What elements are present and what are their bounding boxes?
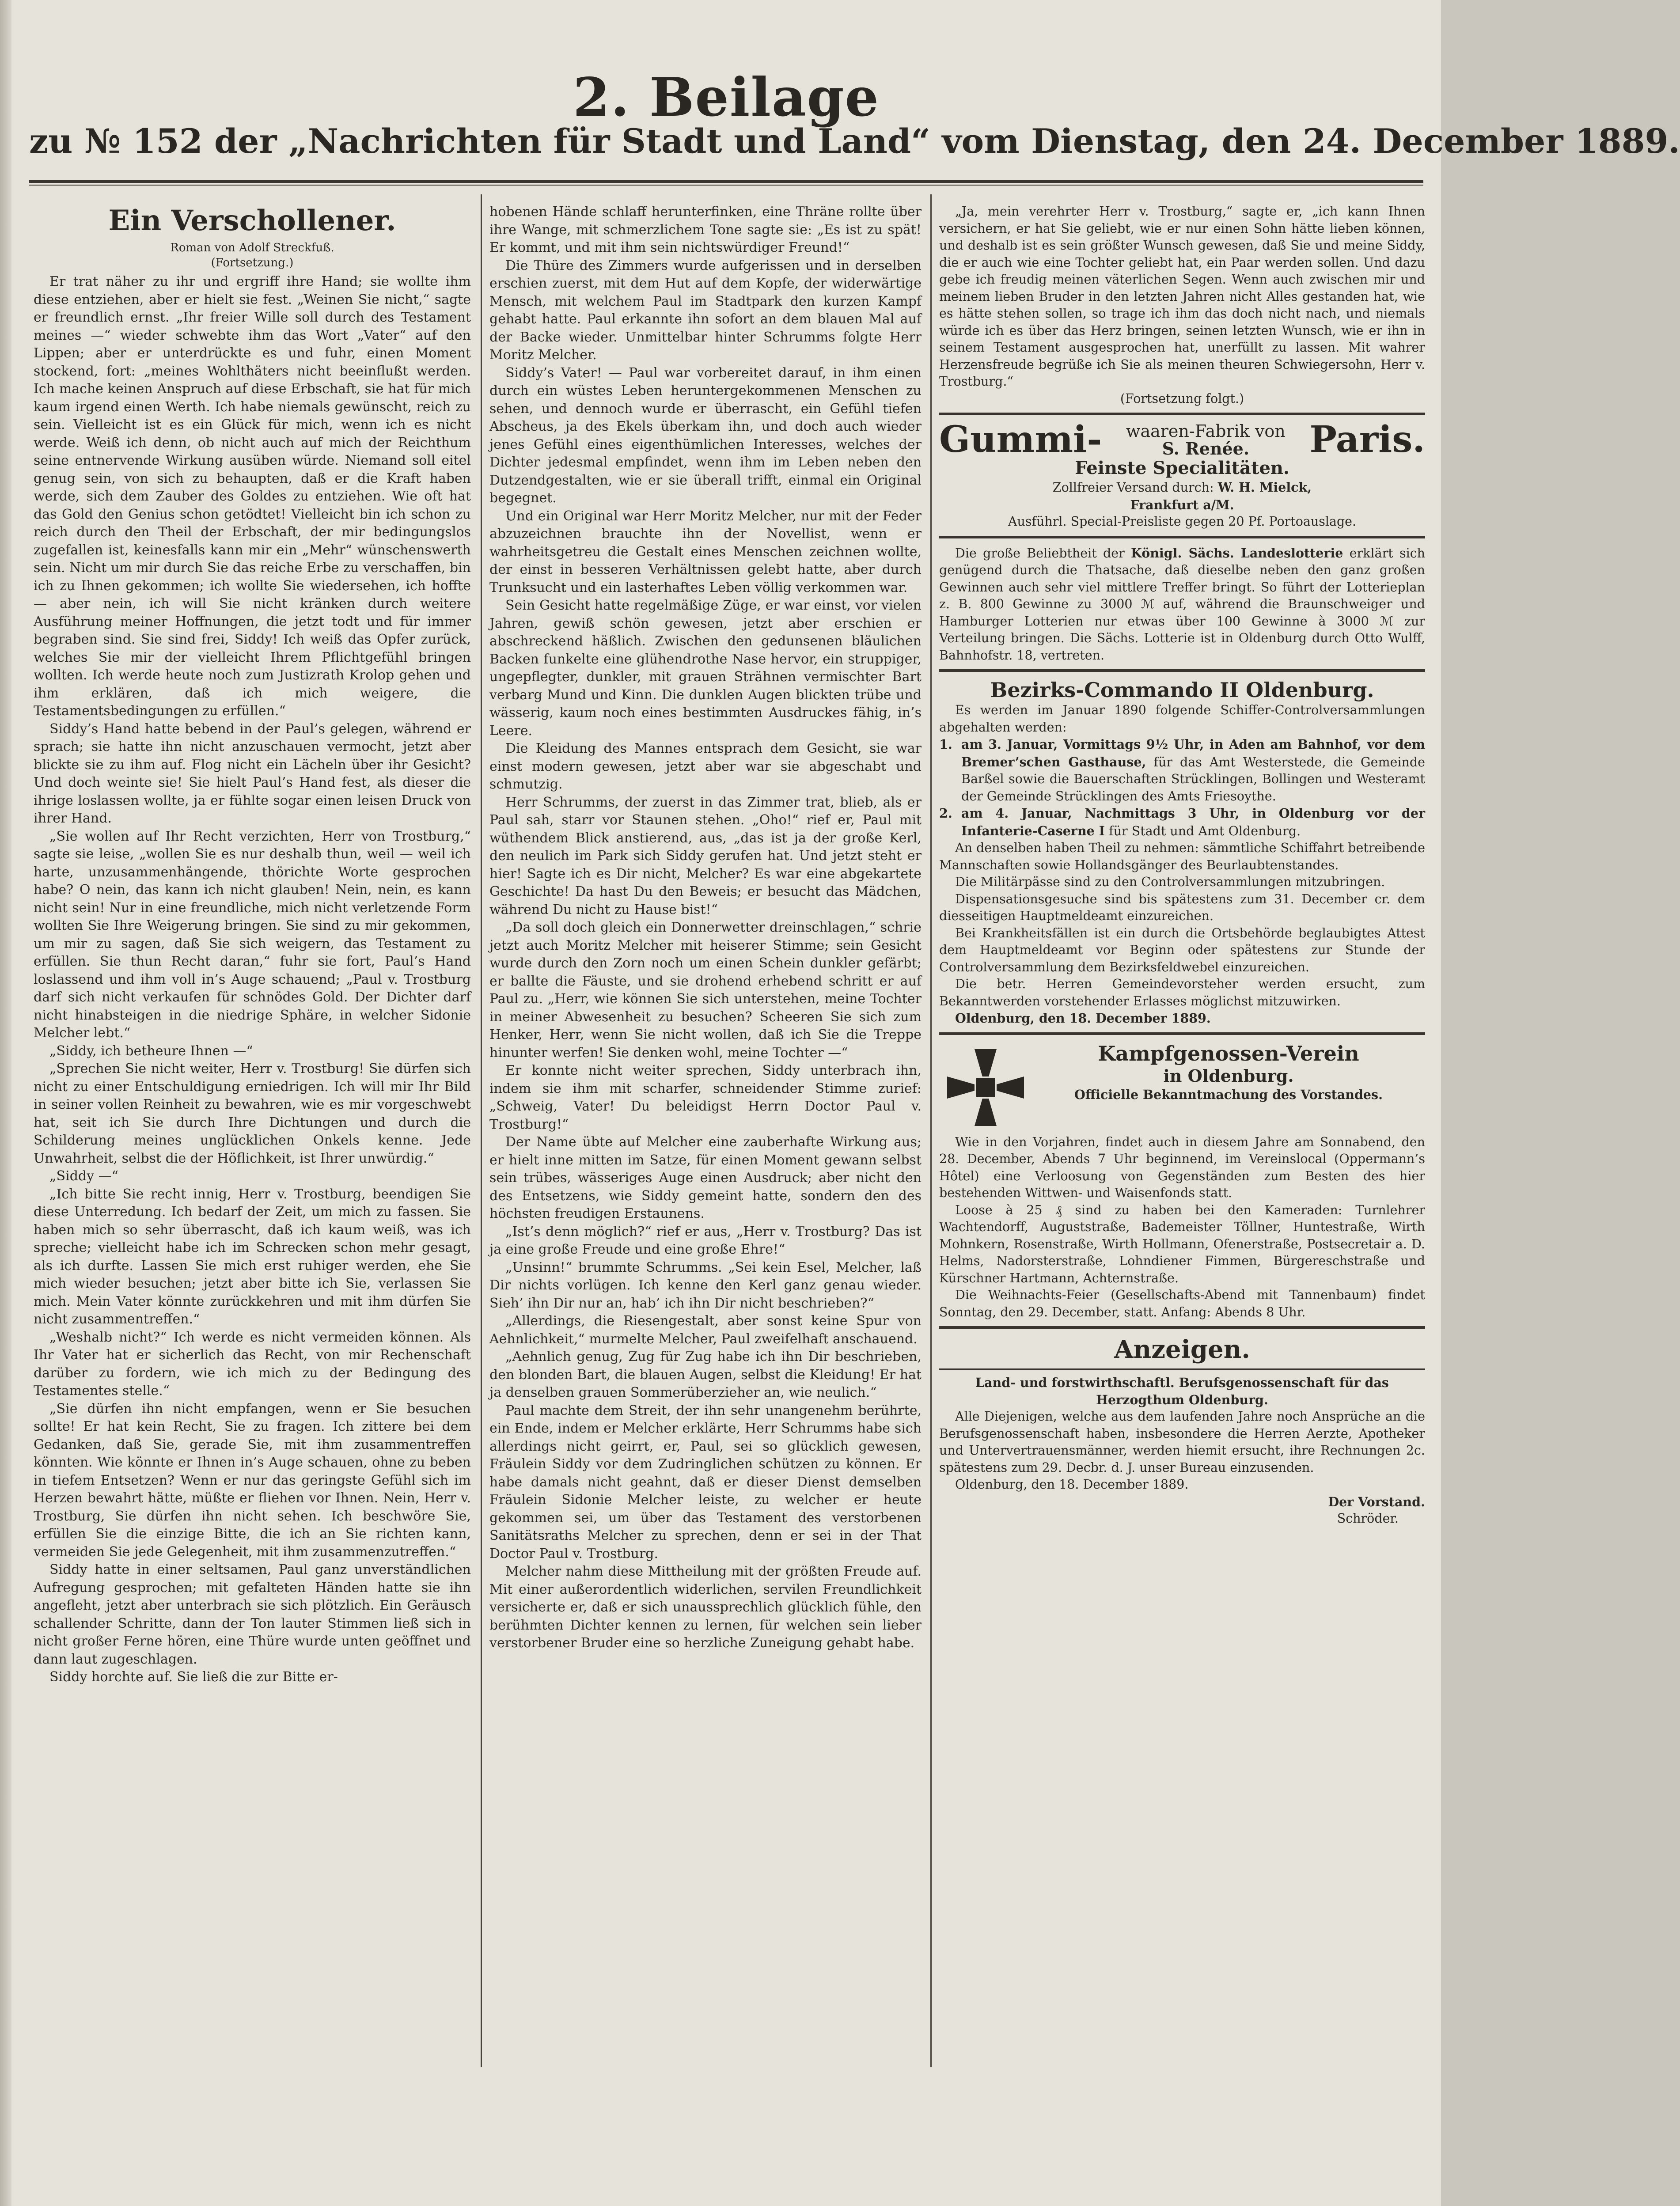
paragraph: „Sprechen Sie nicht weiter, Herr v. Trostburg! Sie dürfen sich nicht zu einer Entschuldigung erniedrigen. Ich will mir Ihr Bild in seiner vollen Reinheit zu bewahren, wie es mir vorgeschwebt hat, seit ich Sie durch Ihre Dichtungen und durch die Schilderung meines unglücklichen Onkels kenne. Jede Unwahrheit, selbst die der Höflichkeit, ist Ihrer unwürdig.“ <box>34 1061 471 1166</box>
ad-bezirk <box>939 678 1425 1027</box>
masthead-title: 2. Beilage <box>573 66 880 129</box>
paragraph: Der Name übte auf Melcher eine zauberhafte Wirkung aus; er hielt inne mitten im Satze, für einen Moment gewann selbst sein trübes, wässeriges Auge einen Ausdruck; aber nicht den des Entsetzens, wie Siddy gemeint hatte, sondern den des höchsten freudigen Erstaunens. <box>489 1134 922 1221</box>
ad-gummi-middle-von: von <box>1255 421 1286 441</box>
paragraph: „Unsinn!“ brummte Schrumms. „Sei kein Esel, Melcher, laß Dir nichts vorlügen. Ich kenne den Kerl ganz genau wieder. Sieh’ ihn Dir nur an, hab’ ich ihn Dir nicht beschrieben?“ <box>489 1259 922 1311</box>
paragraph: Siddy’s Vater! — Paul war vorbereitet darauf, in ihm einen durch ein wüstes Leben heruntergekommenen Menschen zu sehen, und dennoch wurde er überrascht, ein Gefühl tiefen Abscheus, ja des Ekels überkam ihn, und doch auch wieder jenes Gefühl eines eigenthümlichen Interesses, welches der Dichter jedesmal empfindet, wenn ihm im Leben neben den Dutzendgestalten, wie er sie überall trifft, einmal ein Original begegnet. <box>489 365 922 506</box>
paragraph: Die Weihnachts-Feier (Gesellschafts-Abend mit Tannenbaum) findet Sonntag, den 29. December, statt. Anfang: Abends 8 Uhr. <box>939 1288 1425 1319</box>
masthead-rule-thin <box>29 185 1423 186</box>
paragraph: Melcher nahm diese Mittheilung mit der größten Freude auf. Mit einer außerordentlich widerlichen, servilen Freundlichkeit versicherte er, daß er sich unaussprechlich glücklich fühle, den berühmten Dichter kennen zu lernen, für welchen sein lieber verstorbener Bruder eine so herzliche Zuneigung gehabt habe. <box>489 1564 922 1651</box>
paragraph: „Da soll doch gleich ein Donnerwetter dreinschlagen,“ schrie jetzt auch Moritz Melcher mit heiserer Stimme; sein Gesicht wurde durch den Zorn noch um einen Schein dunkler gefärbt; er ballte die Fäuste, und sie drohend erhebend schritt er auf Paul zu. „Herr, wie können Sie sich unterstehen, meine Tochter in meiner Abwesenheit zu besuchen? Scheeren Sie sich zum Henker, Herr, wenn Sie nicht wollen, daß ich Sie die Treppe hinunter werfen! Sie denken wohl, meine Tochter —“ <box>489 920 922 1061</box>
ad-gummi-shipper: W. H. Mielck, <box>1217 480 1312 495</box>
ad-bezirk-item-2 <box>939 805 1425 840</box>
ad-lottery-text-b: erklärt sich genügend durch die Thatsache, daß dieselbe neben den ganz großen Gewinnen auch sehr viel mittlere Treffer bringt. So führt der Lotterieplan z. B. 800 Gewinne zu 3000 ℳ auf, während die Braunschweiger und Hamburger Lotterien nur etwas über 100 Gewinne à 3000 ℳ zur Verteilung bringen. Die Sächs. Lotterie ist in Oldenburg durch Otto Wulff, Bahnhofstr. 18, vertreten. <box>939 546 1426 663</box>
ad-separator <box>939 413 1425 415</box>
column-divider-2 <box>930 194 932 2067</box>
paragraph: Sein Gesicht hatte regelmäßige Züge, er war einst, vor vielen Jahren, gewiß schön gewesen, jetzt aber erschien er abschreckend häßlich. Zwischen den gedunsenen bläulichen Backen funkelte eine glühendrothe Nase hervor, ein struppiger, ungepflegter, dunkler, mit grauen Strähnen vermischter Bart verbarg Mund und Kinn. Die dunklen Augen blickten trübe und wässerig, kaum noch eines bestimmten Ausdruckes fähig, in’s Leere. <box>489 598 922 739</box>
list-number: 2. <box>939 806 952 821</box>
ad-kampf-header <box>939 1041 1425 1134</box>
ad-gummi-note: Ausführl. Special-Preisliste gegen 20 Pf. Portoauslage. <box>1008 514 1357 529</box>
column-3 <box>939 203 1425 1528</box>
column-2 <box>489 203 922 1653</box>
ad-separator <box>939 1032 1425 1035</box>
ad-gummi-maker: S. Renée. <box>1162 439 1250 459</box>
paragraph: Und ein Original war Herr Moritz Melcher, nur mit der Feder abzuzeichnen brauchte ihn der Novellist, wenn er wahrheitsgetreu die Gestalt eines Menschen zeichnen wollte, der einst in besseren Verhältnissen gelebt hatte, aber durch Trunksucht und ein lasterhaftes Leben völlig verkommen war. <box>489 508 922 595</box>
paragraph: An denselben haben Theil zu nehmen: sämmtliche Schiffahrt betreibende Mannschaften sowie Hollandsgänger des Beurlaubtenstandes. <box>939 841 1425 872</box>
serial-byline: Roman von Adolf Streckfuß. <box>170 241 334 254</box>
ad-gummi-middle-top: waaren-Fabrik <box>1126 421 1250 441</box>
ad-gummi-specialities: Feinste Specialitäten. <box>1075 458 1289 478</box>
paragraph: „Weshalb nicht?“ Ich werde es nicht vermeiden können. Als Ihr Vater hat er sicherlich das Recht, von mir Rechenschaft darüber zu fordern, wie ich mich zu der Bedingung des Testamentes stelle.“ <box>34 1329 471 1399</box>
paragraph: Dispensationsgesuche sind bis spätestens zum 31. December cr. dem diesseitigen Hauptmeldeamt einzureichen. <box>939 891 1425 923</box>
list-body <box>961 805 1425 840</box>
paragraph: Alle Diejenigen, welche aus dem laufenden Jahre noch Ansprüche an die Berufsgenossenschaft haben, insbesondere die Herren Aerzte, Apotheker und Untervertrauensmänner, werden hiemit ersucht, ihre Rechnungen 2c. spätestens zum 29. Decbr. d. J. unser Bureau einzusenden. <box>939 1409 1425 1475</box>
ad-separator <box>939 1326 1425 1329</box>
ad-bezirk-intro: Es werden im Januar 1890 folgende Schiffer-Controlversammlungen abgehalten werden: <box>939 703 1425 735</box>
ad-berufs-dateline: Oldenburg, den 18. December 1889. <box>955 1477 1189 1492</box>
paragraph: Wie in den Vorjahren, findet auch in diesem Jahre am Sonnabend, den 28. December, Abends 7 Uhr beginnend, im Vereinslocal (Oppermann’s Hôtel) eine Verloosung von Gegenständen zum Besten des hier bestehenden Wittwen- und Waisenfonds statt. <box>939 1134 1425 1200</box>
ad-bezirk-dateline: Oldenburg, den 18. December 1889. <box>955 1011 1211 1026</box>
paragraph: Siddy horchte auf. Sie ließ die zur Bitte er- <box>49 1669 338 1685</box>
ad-berufs-signer: Schröder. <box>1337 1511 1399 1526</box>
paragraph: Die Kleidung des Mannes entsprach dem Gesicht, sie war einst modern gewesen, jetzt aber war sie abgeschabt und schmutzig. <box>489 741 922 792</box>
paragraph: Die Militärpässe sind zu den Controlversammlungen mitzubringen. <box>955 875 1385 889</box>
paragraph: „Siddy —“ <box>49 1168 118 1184</box>
ad-kampf-title: Kampfgenossen-Verein <box>1098 1041 1359 1065</box>
ad-lottery-text-a: Die große Beliebtheit der <box>955 546 1125 561</box>
to-be-continued: (Fortsetzung folgt.) <box>1120 391 1244 406</box>
paragraph: Paul machte dem Streit, der ihn sehr unangenehm berührte, ein Ende, indem er Melcher erklärte, Herr Schrumms habe sich allerdings nicht geirrt, er, Paul, sei so glücklich gewesen, Fräulein Siddy vor dem Zudringlichen schützen zu können. Er habe damals nicht geahnt, daß er dieser Dienst demselben Fräulein Sidonie Melcher leiste, zu welcher er heute gekommen sei, um über das Testament des verstorbenen Sanitätsraths Melcher zu sprechen, denn er sei in der That Doctor Paul v. Trostburg. <box>489 1402 922 1562</box>
ad-bezirk-item-1 <box>939 736 1425 805</box>
ad-gummi-left: Gummi- <box>939 418 1102 461</box>
list-number: 1. <box>939 737 952 752</box>
list-body <box>961 736 1425 805</box>
ad-separator <box>939 1368 1425 1370</box>
paragraph: „Siddy, ich betheure Ihnen —“ <box>49 1043 253 1059</box>
paragraph: „Allerdings, die Riesengestalt, aber sonst keine Spur von Aehnlichkeit,“ murmelte Melcher, Paul zweifelhaft anschauend. <box>489 1313 922 1347</box>
ad-bezirk-title: Bezirks-Commando II Oldenburg. <box>990 678 1374 702</box>
binding-fold <box>0 0 11 2206</box>
paragraph: „Aehnlich genug, Zug für Zug habe ich ihn Dir beschrieben, den blonden Bart, die blauen Augen, selbst die Kleidung! Er hat ja denselben grauen Sommerüberzieher an, wie neulich.“ <box>489 1349 922 1400</box>
ad-berufs-title: Land- und forstwirthschaftl. Berufsgenossenschaft für das Herzogthum Oldenburg. <box>975 1375 1389 1407</box>
column-divider-1 <box>481 194 482 2067</box>
paragraph: Er konnte nicht weiter sprechen, Siddy unterbrach ihn, indem sie ihm mit scharfer, schneidender Stimme zurief: „Schweig, Vater! Du beleidigst Herrn Doctor Paul v. Trostburg!“ <box>489 1063 922 1132</box>
paragraph: Bei Krankheitsfällen ist ein durch die Ortsbehörde beglaubigtes Attest dem Hauptmeldeamt vor Beginn oder spätestens zur Stunde der Controlversammlung dem Bezirksfeldwebel einzureichen. <box>939 925 1425 974</box>
ad-gummi-shipping <box>939 479 1425 497</box>
ad-bezirk-item-2-date: am 4. Januar, Nachmittags 3 Uhr, in Oldenburg vor der Infanterie-Caserne I <box>961 806 1425 838</box>
paragraph: Die betr. Herren Gemeindevorsteher werden ersucht, zum Bekanntwerden vorstehender Erlasses möglichst mitzuwirken. <box>939 977 1425 1008</box>
ad-gummi <box>939 418 1425 531</box>
serial-title: Ein Verschollener. <box>108 204 396 237</box>
ad-separator <box>939 669 1425 672</box>
newspaper-page <box>11 0 1680 2206</box>
paragraph: Loose à 25 ₰ sind zu haben bei den Kameraden: Turnlehrer Wachtendorff, Auguststraße, Bademeister Töllner, Huntestraße, Wirth Mohnkern, Rosenstraße, Wirth Hollmann, Ofenerstraße, Postsecretair a. D. Helms, Nadorsterstraße, Lohndiener Fimmen, Bürgereschstraße und Kürschner Hartmann, Achternstraße. <box>939 1202 1425 1285</box>
serial-continued: (Fortsetzung.) <box>211 256 294 269</box>
ad-bezirk-item-1-date: am 3. Januar, Vormittags 9½ Uhr, in Aden am Bahnhof, vor dem Bremer’schen Gasthause, <box>961 737 1425 769</box>
ad-gummi-city: Frankfurt a/M. <box>1130 497 1234 512</box>
ad-gummi-shipping-label: Zollfreier Versand durch: <box>1052 480 1214 495</box>
paragraph: „Ist’s denn möglich?“ rief er aus, „Herr v. Trostburg? Das ist ja eine große Freude und eine große Ehre!“ <box>489 1224 922 1257</box>
paragraph: Siddy’s Hand hatte bebend in der Paul’s gelegen, während er sprach; sie hatte ihn nicht anzuschauen vermocht, jetzt aber blickte sie zu ihm auf. Flog nicht ein Lächeln über ihr Gesicht? Und doch weinte sie! Sie hielt Paul’s Hand fest, als dieser die ihrige loslassen wollte, ja er fühlte sogar einen leisen Druck von ihrer Hand. <box>34 721 471 826</box>
ad-gummi-right: Paris. <box>1309 418 1425 461</box>
ad-lottery <box>939 545 1425 664</box>
ad-kampf-subtitle: in Oldenburg. <box>1163 1065 1294 1086</box>
ad-gummi-header <box>939 418 1425 461</box>
paragraph: „Sie wollen auf Ihr Recht verzichten, Herr von Trostburg,“ sagte sie leise, „wollen Sie es nur deshalb thun, weil — weil ich harte, unzusammenhängende, thörichte Worte gesprochen habe? O nein, das kann ich nicht glauben! Nein, nein, es kann nicht sein! Nur in eine freundliche, mich nicht verletzende Form wollten Sie Ihre Weigerung bringen. Sie sind zu mir gekommen, um mir zu sagen, daß Sie sich weigern, das Testament zu erfüllen. Sie thun Recht daran,“ fuhr sie fort, Paul’s Hand loslassend und ihm voll in’s Auge schauend; „Paul v. Trostburg darf sich nicht verkaufen für schnödes Gold. Der Dichter darf nicht hinabsteigen in die niedrige Sphäre, in welcher Sidonie Melcher lebt.“ <box>34 828 471 1041</box>
ad-berufs <box>939 1374 1425 1528</box>
ads-header: Anzeigen. <box>1114 1335 1250 1364</box>
paragraph: „Sie dürfen ihn nicht empfangen, wenn er Sie besuchen sollte! Er hat kein Recht, Sie zu fragen. Ich zittere bei dem Gedanken, daß Sie, gerade Sie, mit ihm zusammentreffen könnten. Wie könnte er Ihnen in’s Auge schauen, ohne zu beben in tiefem Entsetzen? Wenn er nur das geringste Gefühl sich im Herzen bewahrt hätte, müßte er fliehen vor Ihnen. Nein, Herr v. Trostburg, Sie dürfen ihn nicht sehen. Ich beschwöre Sie, erfüllen Sie die einzige Bitte, die ich an Sie richten kann, vermeiden Sie jede Gelegenheit, mit ihm zusammenzutreffen.“ <box>34 1401 471 1560</box>
paragraph: „Ja, mein verehrter Herr v. Trostburg,“ sagte er, „ich kann Ihnen versichern, er hat Sie geliebt, wie er nur einen Sohn hätte lieben können, und deshalb ist es sein größter Wunsch gewesen, daß Sie und meine Siddy, die er auch wie eine Tochter geliebt hat, ein Paar werden sollen. Und dazu gebe ich freudig meinen väterlichen Segen. Wenn auch zwischen mir und meinem lieben Bruder in den letzten Jahren nicht Alles gestanden hat, wie es hätte stehen sollen, so trage ich ihm das doch nicht nach, und niemals würde ich es über das Herz bringen, seinen letzten Wunsch, wie er ihn in seinem Testament ausgesprochen hat, unerfüllt zu lassen. Mit wahrer Herzensfreude begrüße ich Sie als meinen theuren Schwiegersohn, Herr v. Trostburg.“ <box>939 204 1425 389</box>
ad-kampf-titles <box>1032 1041 1425 1134</box>
paragraph: Herr Schrumms, der zuerst in das Zimmer trat, blieb, als er Paul sah, starr vor Staunen stehen. „Oho!“ rief er, Paul mit wüthendem Blick anstierend, aus, „das ist ja der große Kerl, den neulich im Park sich Siddy gerufen hat. Und jetzt steht er hier! Sagte ich es Dir nicht, Melcher? Es war eine abgekartete Geschichte! Da hast Du den Beweis; er besucht das Mädchen, während Du nicht zu Hause bist!“ <box>489 794 922 917</box>
paragraph: „Ich bitte Sie recht innig, Herr v. Trostburg, beendigen Sie diese Unterredung. Ich bedarf der Zeit, um mich zu fassen. Sie haben mich so sehr überrascht, daß ich kaum weiß, was ich spreche; vielleicht habe ich im Schrecken schon mehr gesagt, als ich durfte. Lassen Sie mich erst ruhiger werden, ehe Sie mich wieder besuchen; jetzt aber bitte ich Sie, verlassen Sie mich. Mein Vater könnte zurückkehren und mit ihm dürfen Sie nicht zusammentreffen.“ <box>34 1186 471 1327</box>
paragraph: Siddy hatte in einer seltsamen, Paul ganz unverständlichen Aufregung gesprochen; mit gefalteten Händen hatte sie ihn angefleht, jetzt aber unterbrach sie sich plötzlich. Ein Geräusch schallender Schritte, dann der Ton lauter Stimmen ließ sich in nicht großer Ferne hören, eine Thüre wurde unten geöffnet und dann laut zugeschlagen. <box>34 1562 471 1667</box>
ad-berufs-signature: Der Vorstand. <box>1328 1494 1425 1509</box>
iron-cross-icon <box>939 1041 1032 1134</box>
paragraph: hobenen Hände schlaff herunterfinken, eine Thräne rollte über ihre Wange, mit schmerzlichem Tone sagte sie: „Es ist zu spät! Er kommt, und mit ihm sein nichtswürdiger Freund!“ <box>489 204 922 255</box>
masthead-rule <box>29 180 1423 183</box>
column-1 <box>34 203 471 1687</box>
ad-separator <box>939 536 1425 538</box>
ad-bezirk-item-1-text: für das Amt Westerstede, die Gemeinde Barßel sowie die Bauerschaften Strücklingen, Bollingen und Westeramt der Gemeinde Strücklingen des Amts Friesoythe. <box>961 754 1425 804</box>
ad-kampf-heading: Officielle Bekanntmachung des Vorstandes. <box>1074 1087 1383 1102</box>
ad-lottery-highlight: Königl. Sächs. Landeslotterie <box>1131 545 1343 561</box>
ad-kampf <box>939 1041 1425 1321</box>
ad-gummi-middle <box>1126 422 1286 458</box>
ad-bezirk-item-2-text: für Stadt und Amt Oldenburg. <box>1109 823 1301 838</box>
paragraph: Er trat näher zu ihr und ergriff ihre Hand; sie wollte ihm diese entziehen, aber er hielt sie fest. „Weinen Sie nicht,“ sagte er freundlich ernst. „Ihr freier Wille soll durch des Testament meines —“ wieder schwebte ihm das Wort „Vater“ auf den Lippen; aber er unterdrückte es und fuhr, einen Moment stockend, fort: „meines Wohlthäters nicht beeinflußt werden. Ich mache keinen Anspruch auf diese Erbschaft, sie hat für mich kaum irgend einen Werth. Ich habe niemals gewünscht, reich zu sein. Vielleicht ist es ein Glück für mich, wenn ich es nicht werde. Weiß ich denn, ob nicht auch auf mich der Reichthum seine entnervende Wirkung ausüben würde. Niemand soll eitel genug sein, von sich zu behaupten, daß er die Kraft haben werde, sich dem Zauber des Goldes zu entziehen. Wie oft hat das Gold den Genius schon getödtet! Vielleicht bin ich schon zu reich durch den Theil der Erbschaft, der mir bedingungslos zugefallen ist, keinesfalls kann mir ein „Mehr“ wünschenswerth sein. Nicht um mir durch Sie das reiche Erbe zu verschaffen, bin ich zu Ihnen gekommen; ich wollte Sie wiedersehen, ich hoffte — aber nein, ich will Sie nicht kränken durch weitere Ausführung meiner Hoffnungen, die jetzt todt und für immer begraben sind. Sie sind frei, Siddy! Ich weiß das Opfer zurück, welches Sie mir der vielleicht Ihrem Pflichtgefühl bringen wollten. Ich werde heute noch zum Justizrath Krolop gehen und ihm erklären, daß ich mich weigere, die Testamentsbedingungen zu erfüllen.“ <box>34 274 471 719</box>
masthead-subtitle: zu № 152 der „Nachrichten für Stadt und Land“ vom Dienstag, den 24. December 1889. <box>29 121 1680 161</box>
paragraph: Die Thüre des Zimmers wurde aufgerissen und in derselben erschien zuerst, mit dem Hut auf dem Kopfe, der widerwärtige Mensch, mit welchem Paul im Stadtpark den kurzen Kampf gehabt hatte. Paul erkannte ihn sofort an dem blauen Mal auf der Backe wieder. Unmittelbar hinter Schrumms folgte Herr Moritz Melcher. <box>489 258 922 363</box>
